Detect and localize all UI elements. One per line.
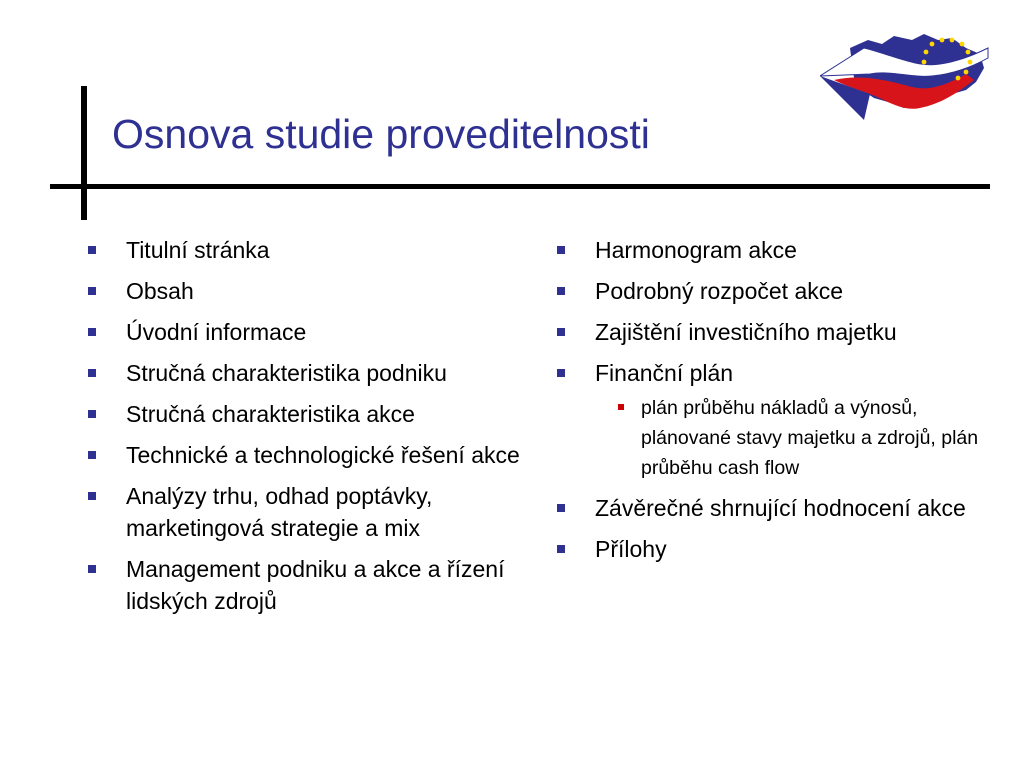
list-item-text: Podrobný rozpočet akce [595,278,844,304]
sub-bullet-list [595,393,997,483]
square-bullet-icon [557,369,565,377]
square-bullet-icon [557,246,565,254]
title-vertical-rule [81,86,87,220]
red-square-bullet-icon [618,404,624,410]
square-bullet-icon [88,369,96,377]
list-item-text: Titulní stránka [126,237,270,263]
list-item [557,357,997,483]
list-item-text: Stručná charakteristika podniku [126,360,447,386]
list-item [557,533,997,565]
square-bullet-icon [88,246,96,254]
list-item-text: Obsah [126,278,194,304]
list-item [88,316,528,348]
czech-map-eu-flag-logo [820,28,990,120]
square-bullet-icon [557,287,565,295]
slide-title: Osnova studie proveditelnosti [112,111,650,157]
list-item [88,275,528,307]
title-horizontal-rule [50,184,990,189]
list-item-text: Finanční plán [595,360,734,386]
list-item-text: Přílohy [595,536,667,562]
list-item [557,492,997,524]
list-item-text: Management podniku a akce a řízení lidských zdrojů [126,556,505,614]
list-item-text: Úvodní informace [126,319,307,345]
list-item-text: Technické a technologické řešení akce [126,442,520,468]
right-bullet-list [557,234,997,574]
list-item [88,398,528,430]
left-bullet-list [88,234,528,626]
list-item-text: Analýzy trhu, odhad poptávky, marketingová strategie a mix [126,483,433,541]
list-item-text: Harmonogram akce [595,237,797,263]
list-item [88,553,528,617]
list-item [88,234,528,266]
square-bullet-icon [88,287,96,295]
list-item-text: Stručná charakteristika akce [126,401,415,427]
sub-list-item-text: plán průběhu nákladů a výnosů, plánované stavy majetku a zdrojů, plán průběhu cash flow [641,397,979,479]
square-bullet-icon [88,410,96,418]
square-bullet-icon [88,492,96,500]
list-item [88,357,528,389]
square-bullet-icon [88,451,96,459]
square-bullet-icon [557,545,565,553]
square-bullet-icon [88,328,96,336]
list-item [557,234,997,266]
square-bullet-icon [88,565,96,573]
list-item [557,316,997,348]
list-item [557,275,997,307]
sub-list-item [595,393,997,483]
list-item [88,480,528,544]
square-bullet-icon [557,328,565,336]
list-item-text: Závěrečné shrnující hodnocení akce [595,495,966,521]
list-item-text: Zajištění investičního majetku [595,319,897,345]
list-item [88,439,528,471]
square-bullet-icon [557,504,565,512]
